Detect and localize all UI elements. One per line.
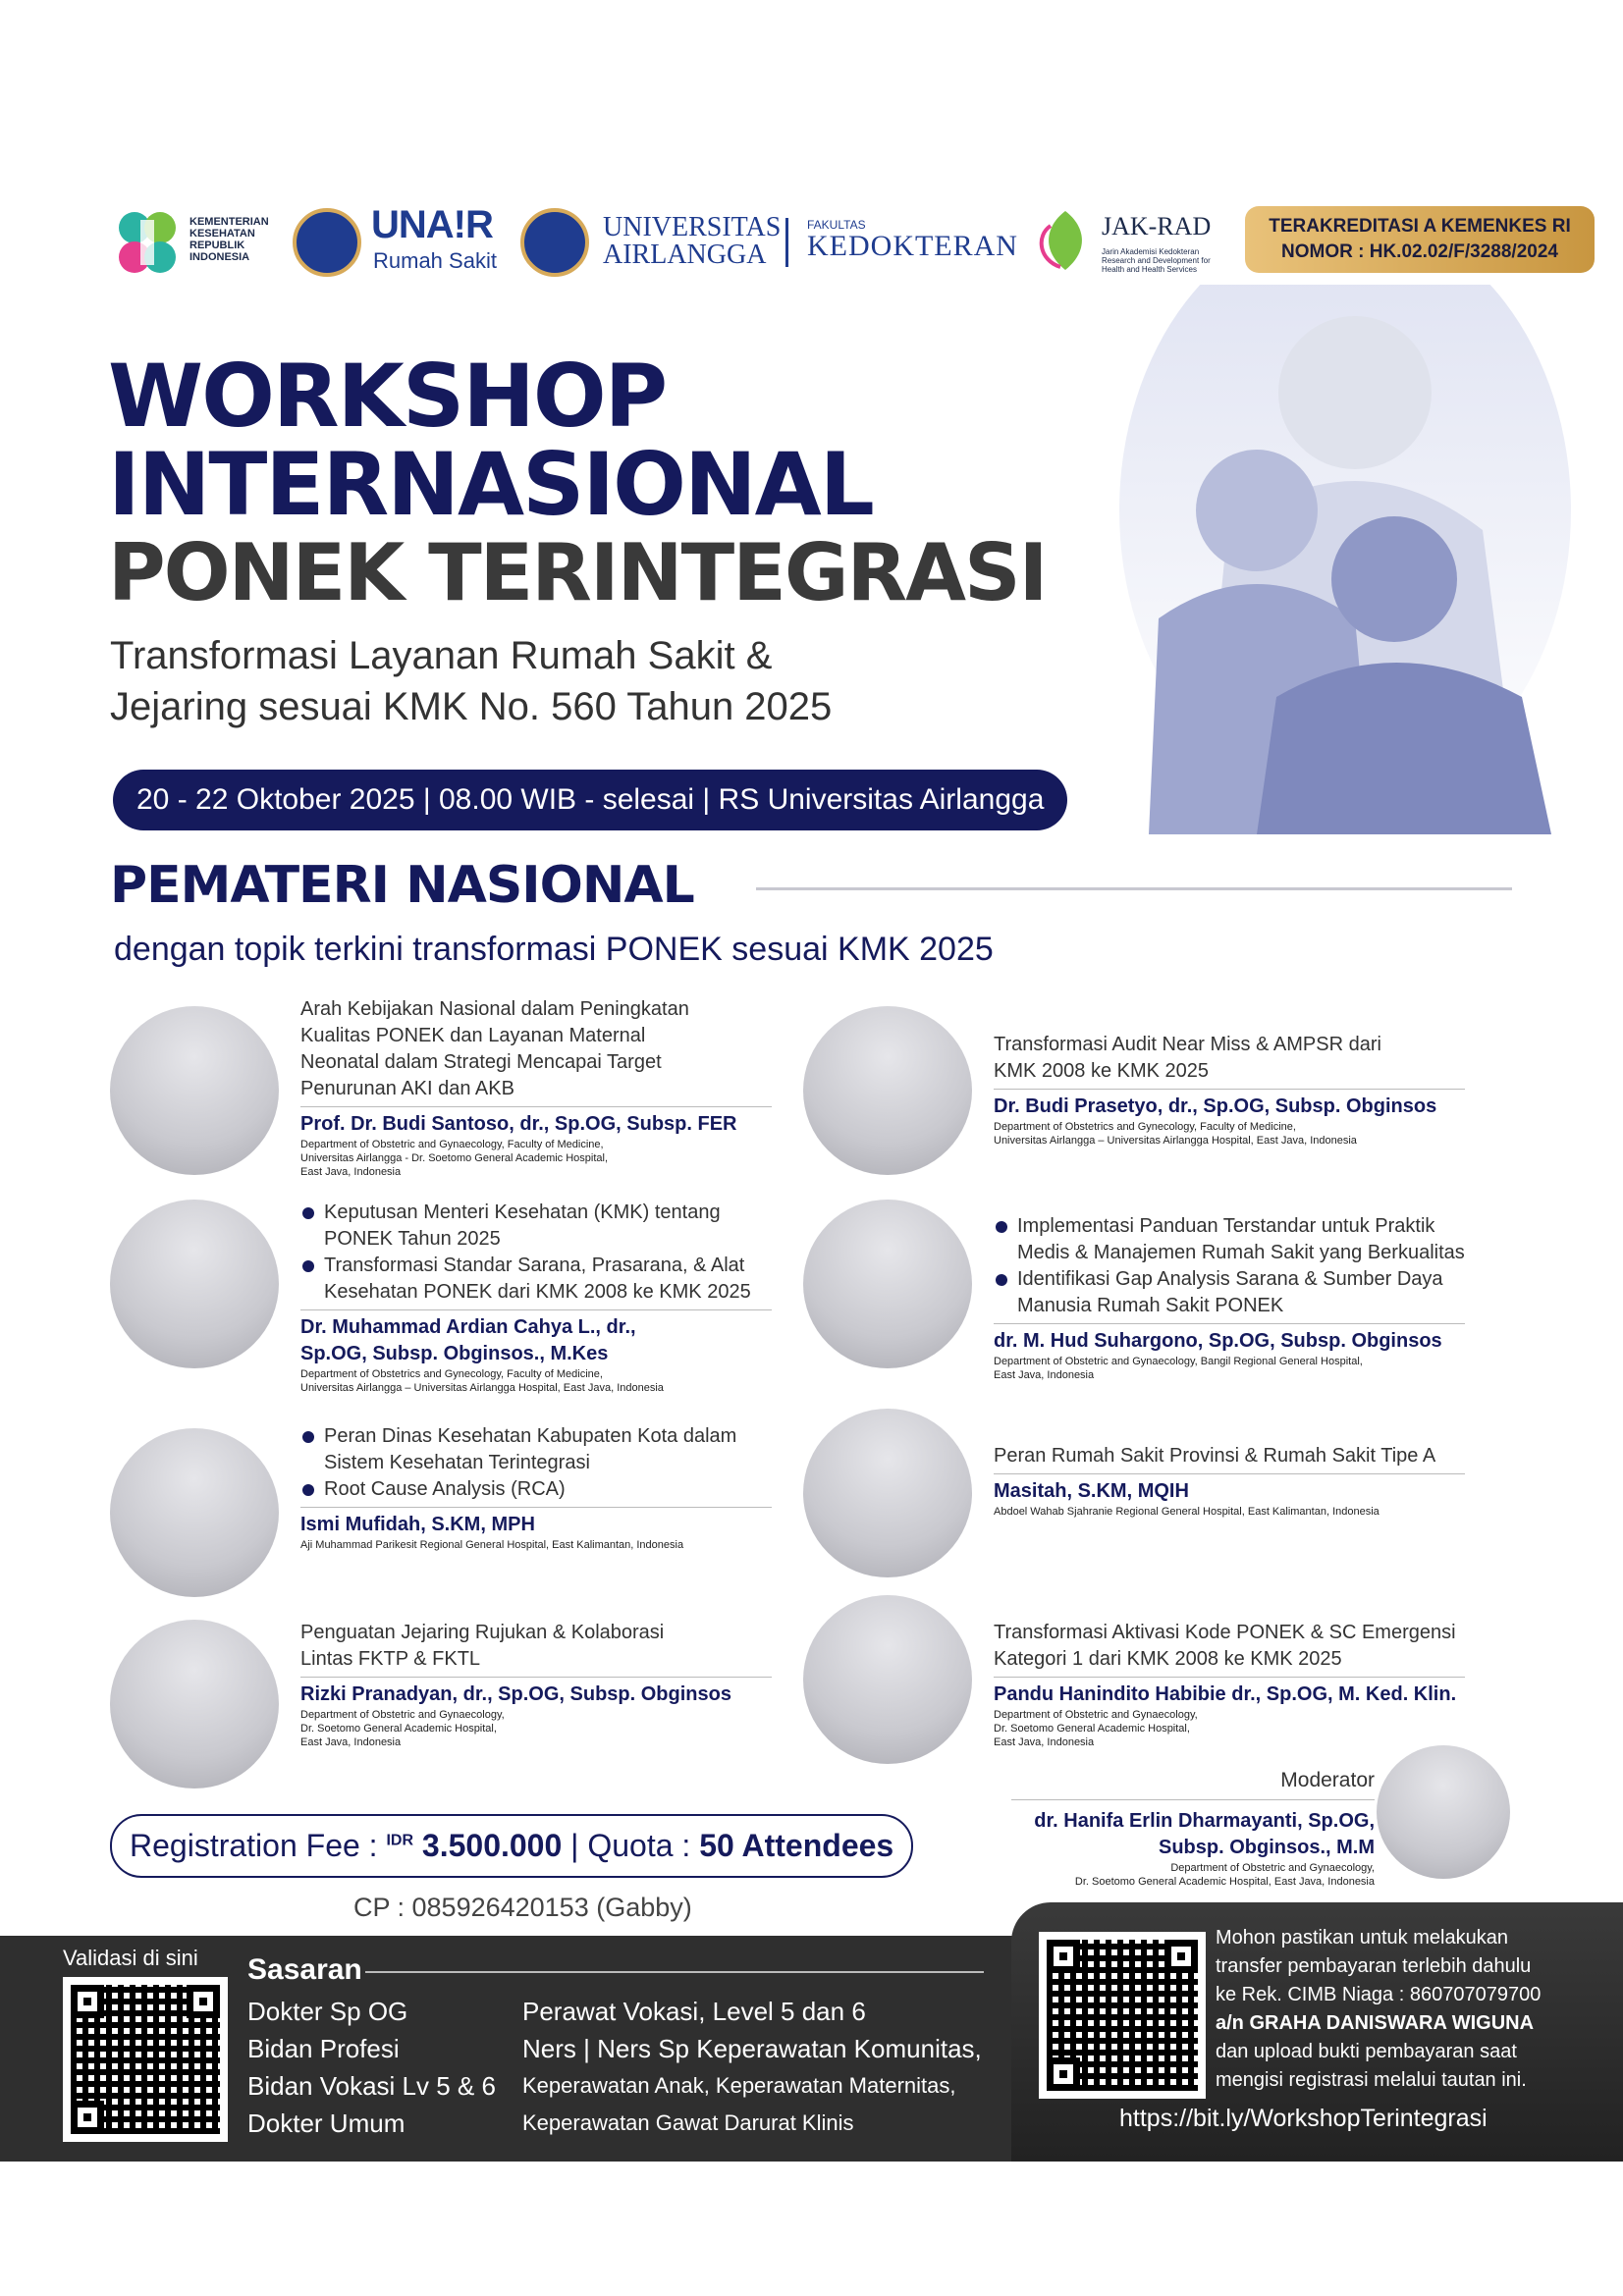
fee-separator: | xyxy=(570,1828,588,1863)
unair-rs-sub: Rumah Sakit xyxy=(373,248,497,273)
payment-line: ke Rek. CIMB Niaga : 860707079700 xyxy=(1216,1984,1542,2005)
event-info-pill: 20 - 22 Oktober 2025 | 08.00 WIB - selesai | RS Universitas Airlangga xyxy=(113,770,1067,830)
unair-rs-logo xyxy=(293,203,509,282)
speaker-affiliation: East Java, Indonesia xyxy=(994,1369,1095,1381)
speaker-card xyxy=(803,996,1608,1183)
speaker-topic-line: KMK 2008 ke KMK 2025 xyxy=(994,1060,1210,1082)
qr-eye xyxy=(71,2101,104,2134)
speaker-affiliation: Abdoel Wahab Sjahranie Regional General Hospital, East Kalimantan, Indonesia xyxy=(994,1506,1380,1518)
speaker-affiliation: Department of Obstetrics and Gynecology, Faculty of Medicine, xyxy=(994,1121,1296,1133)
payment-line: a/n GRAHA DANISWARA WIGUNA xyxy=(1216,2012,1535,2034)
kemenkes-logo xyxy=(113,206,280,280)
qr-eye xyxy=(71,1985,104,2018)
speaker-topic-bullet: Peran Dinas Kesehatan Kabupaten Kota dalam Sistem Kesehatan Terintegrasi xyxy=(300,1423,791,1476)
moderator-affiliation: Dr. Soetomo General Academic Hospital, East Java, Indonesia xyxy=(1074,1876,1375,1888)
targets-right xyxy=(522,1993,982,2142)
speaker-name: Masitah, S.KM, MQIH xyxy=(994,1480,1189,1502)
kemenkes-text-2: KESEHATAN xyxy=(189,228,255,240)
qr-eye xyxy=(1164,1940,1198,1973)
speaker-affiliation: Department of Obstetrics and Gynecology, Faculty of Medicine, xyxy=(300,1368,603,1380)
speaker-photo xyxy=(110,1620,279,1789)
targets-left xyxy=(247,1993,496,2142)
speaker-affiliation: Universitas Airlangga - Dr. Soetomo General Academic Hospital, xyxy=(300,1152,609,1164)
jakrad-text: JAK-RAD xyxy=(1102,212,1212,240)
fk-logo xyxy=(807,218,1023,277)
speaker-divider xyxy=(300,1507,772,1508)
speakers-silhouette-image xyxy=(1060,285,1620,834)
speaker-topic-line: Peran Rumah Sakit Provinsi & Rumah Sakit Tipe A xyxy=(994,1445,1436,1467)
speaker-topic-line: Neonatal dalam Strategi Mencapai Target xyxy=(300,1051,662,1073)
speaker-divider xyxy=(300,1677,772,1678)
target-item: Perawat Vokasi, Level 5 dan 6 xyxy=(522,1997,866,2026)
title-workshop: WORKSHOP xyxy=(108,346,667,447)
title-internasional: INTERNASIONAL xyxy=(108,434,873,535)
section-divider xyxy=(756,887,1512,890)
speaker-photo xyxy=(803,1200,972,1368)
sasaran-heading: Sasaran xyxy=(247,1953,362,1986)
speaker-divider xyxy=(300,1106,772,1107)
qr-pattern xyxy=(71,1985,220,2134)
speaker-card xyxy=(110,996,797,1183)
moderator-name: Subsp. Obginsos., M.M xyxy=(1159,1837,1375,1858)
validasi-label: Validasi di sini xyxy=(63,1946,198,1970)
moderator-divider xyxy=(1011,1799,1375,1800)
ua-line-1: UNIVERSITAS xyxy=(603,212,782,242)
speaker-affiliation: Department of Obstetric and Gynaecology, xyxy=(994,1709,1198,1721)
fk-big: KEDOKTERAN xyxy=(807,230,1018,262)
speaker-divider xyxy=(994,1323,1465,1324)
speaker-name: Dr. Muhammad Ardian Cahya L., dr., xyxy=(300,1316,636,1338)
speaker-topic-line: Arah Kebijakan Nasional dalam Peningkatan xyxy=(300,998,689,1020)
target-item: Dokter Sp OG xyxy=(247,1997,408,2026)
jakrad-leaf-icon xyxy=(1031,206,1100,275)
speaker-topic-line: Kualitas PONEK dan Layanan Maternal xyxy=(300,1025,646,1046)
speaker-affiliation: Universitas Airlangga – Universitas Airlangga Hospital, East Java, Indonesia xyxy=(994,1135,1357,1147)
accreditation-badge xyxy=(1245,206,1595,273)
payment-qr-code[interactable] xyxy=(1039,1932,1206,2099)
speaker-topic-bullet: Implementasi Panduan Terstandar untuk Praktik Medis & Manajemen Rumah Sakit yang Berkualitas xyxy=(994,1213,1543,1266)
target-item: Ners | Ners Sp Keperawatan Komunitas, xyxy=(522,2034,982,2063)
speaker-affiliation: Aji Muhammad Parikesit Regional General Hospital, East Kalimantan, Indonesia xyxy=(300,1539,684,1551)
speaker-affiliation: Dr. Soetomo General Academic Hospital, xyxy=(994,1723,1190,1735)
speaker-divider xyxy=(300,1309,772,1310)
speaker-affiliation: East Java, Indonesia xyxy=(994,1736,1095,1748)
logo-divider xyxy=(785,218,788,267)
speaker-topic-line: Transformasi Audit Near Miss & AMPSR dari xyxy=(994,1034,1381,1055)
target-item: Dokter Umum xyxy=(247,2109,406,2138)
hero-speakers-image xyxy=(1060,285,1620,834)
target-item: Keperawatan Anak, Keperawatan Maternitas, xyxy=(522,2073,956,2098)
payment-line: dan upload bukti pembayaran saat xyxy=(1216,2041,1517,2062)
section-heading: PEMATERI NASIONAL xyxy=(110,856,694,915)
quota-label: Quota : xyxy=(587,1828,700,1863)
quota-value: 50 Attendees xyxy=(699,1828,894,1863)
target-item: Bidan Vokasi Lv 5 & 6 xyxy=(247,2071,496,2101)
moderator-affiliation: Department of Obstetric and Gynaecology, xyxy=(1170,1862,1375,1874)
speaker-card xyxy=(110,1620,797,1806)
speaker-photo xyxy=(803,1595,972,1764)
title-ponek: PONEK TERINTEGRASI xyxy=(108,527,1047,618)
fee-label: Registration Fee : xyxy=(130,1828,387,1863)
speaker-topic-line: Penguatan Jejaring Rujukan & Kolaborasi xyxy=(300,1622,665,1643)
speaker-photo xyxy=(110,1006,279,1175)
speaker-affiliation: Dr. Soetomo General Academic Hospital, xyxy=(300,1723,497,1735)
speaker-topic-bullet: Keputusan Menteri Kesehatan (KMK) tentang PONEK Tahun 2025 xyxy=(300,1200,791,1253)
contact-person: CP : 085926420153 (Gabby) xyxy=(353,1893,692,1922)
speaker-photo xyxy=(803,1409,972,1577)
speaker-name: Prof. Dr. Budi Santoso, dr., Sp.OG, Subsp. FER xyxy=(300,1113,737,1135)
moderator-block xyxy=(982,1767,1375,1889)
speaker-topic-bullet: Transformasi Standar Sarana, Prasarana, & Alat Kesehatan PONEK dari KMK 2008 ke KMK 2025 xyxy=(300,1253,791,1306)
qr-eye xyxy=(187,1985,220,2018)
speaker-divider xyxy=(994,1677,1465,1678)
payment-line: Mohon pastikan untuk melakukan xyxy=(1216,1927,1508,1949)
speaker-name: Rizki Pranadyan, dr., Sp.OG, Subsp. Obginsos xyxy=(300,1683,731,1705)
qr-eye xyxy=(1047,2057,1080,2091)
kemenkes-text-3: REPUBLIK xyxy=(189,240,245,251)
ua-seal-icon xyxy=(520,208,589,277)
validation-qr-code[interactable] xyxy=(63,1977,228,2142)
jakrad-sub: Jarin Akademisi Kedokteran Research and Development for Health and Health Services xyxy=(1102,247,1211,274)
subtitle-line-1: Transformasi Layanan Rumah Sakit & xyxy=(110,634,773,677)
speaker-affiliation: East Java, Indonesia xyxy=(300,1166,402,1178)
section-subheading: dengan topik terkini transformasi PONEK sesuai KMK 2025 xyxy=(114,931,994,968)
moderator-name: dr. Hanifa Erlin Dharmayanti, Sp.OG, xyxy=(1034,1810,1375,1832)
speaker-affiliation: Universitas Airlangga – Universitas Airlangga Hospital, East Java, Indonesia xyxy=(300,1382,664,1394)
speaker-name: Ismi Mufidah, S.KM, MPH xyxy=(300,1514,535,1535)
qr-eye xyxy=(1047,1940,1080,1973)
speaker-topic-line: Penurunan AKI dan AKB xyxy=(300,1078,514,1099)
kemenkes-icon xyxy=(113,206,182,280)
fee-amount: 3.500.000 xyxy=(421,1828,563,1863)
registration-link[interactable]: https://bit.ly/WorkshopTerintegrasi xyxy=(1119,2105,1488,2132)
speaker-name: Dr. Budi Prasetyo, dr., Sp.OG, Subsp. Obginsos xyxy=(994,1095,1437,1117)
fk-small: FAKULTAS xyxy=(807,218,866,232)
accreditation-line-2: NOMOR : HK.02.02/F/3288/2024 xyxy=(1281,241,1558,262)
target-item: Bidan Profesi xyxy=(247,2034,400,2063)
jakrad-logo xyxy=(1031,206,1227,280)
speaker-affiliation: Department of Obstetric and Gynaecology, Bangil Regional General Hospital, xyxy=(994,1356,1363,1367)
speaker-name: dr. M. Hud Suhargono, Sp.OG, Subsp. Obginsos xyxy=(994,1330,1442,1352)
unair-rs-main: UNA!R xyxy=(371,203,493,246)
speaker-photo xyxy=(110,1428,279,1597)
speaker-card xyxy=(110,1200,797,1396)
speaker-topic-bullet: Identifikasi Gap Analysis Sarana & Sumber Daya Manusia Rumah Sakit PONEK xyxy=(994,1266,1543,1319)
universitas-airlangga-logo xyxy=(520,203,782,282)
target-item: Keperawatan Gawat Darurat Klinis xyxy=(522,2110,854,2135)
kemenkes-text-1: KEMENTERIAN xyxy=(189,216,269,228)
accreditation-line-1: TERAKREDITASI A KEMENKES RI xyxy=(1269,216,1571,237)
payment-line: transfer pembayaran terlebih dahulu xyxy=(1216,1955,1532,1977)
speaker-name: Pandu Hanindito Habibie dr., Sp.OG, M. Ked. Klin. xyxy=(994,1683,1457,1705)
registration-fee-box xyxy=(110,1814,913,1878)
speaker-name: Sp.OG, Subsp. Obginsos., M.Kes xyxy=(300,1343,609,1364)
speaker-affiliation: Department of Obstetric and Gynaecology, Faculty of Medicine, xyxy=(300,1139,604,1150)
speaker-card xyxy=(110,1423,797,1610)
payment-instructions xyxy=(1216,1924,1608,2095)
fee-currency: IDR xyxy=(386,1832,414,1849)
speaker-card xyxy=(803,1200,1608,1396)
speaker-photo xyxy=(803,1006,972,1175)
speaker-affiliation: Department of Obstetric and Gynaecology, xyxy=(300,1709,505,1721)
speaker-card xyxy=(803,1404,1608,1590)
speaker-topic-line: Kategori 1 dari KMK 2008 ke KMK 2025 xyxy=(994,1648,1342,1670)
speaker-topic-line: Lintas FKTP & FKTL xyxy=(300,1648,481,1670)
speaker-topic-bullet: Root Cause Analysis (RCA) xyxy=(300,1476,791,1503)
unair-seal-icon xyxy=(293,208,361,277)
speaker-divider xyxy=(994,1089,1465,1090)
kemenkes-text-4: INDONESIA xyxy=(189,251,250,263)
ua-line-2: AIRLANGGA xyxy=(603,240,767,270)
speaker-photo xyxy=(110,1200,279,1368)
payment-line: mengisi registrasi melalui tautan ini. xyxy=(1216,2069,1527,2091)
qr-pattern xyxy=(1047,1940,1198,2091)
sasaran-divider xyxy=(365,1971,984,1973)
moderator-label: Moderator xyxy=(1280,1769,1375,1791)
subtitle-line-2: Jejaring sesuai KMK No. 560 Tahun 2025 xyxy=(110,685,833,728)
speaker-affiliation: East Java, Indonesia xyxy=(300,1736,402,1748)
speaker-topic-line: Transformasi Aktivasi Kode PONEK & SC Emergensi xyxy=(994,1622,1456,1643)
speaker-card xyxy=(803,1580,1608,1767)
moderator-photo xyxy=(1377,1745,1510,1879)
speaker-divider xyxy=(994,1473,1465,1474)
